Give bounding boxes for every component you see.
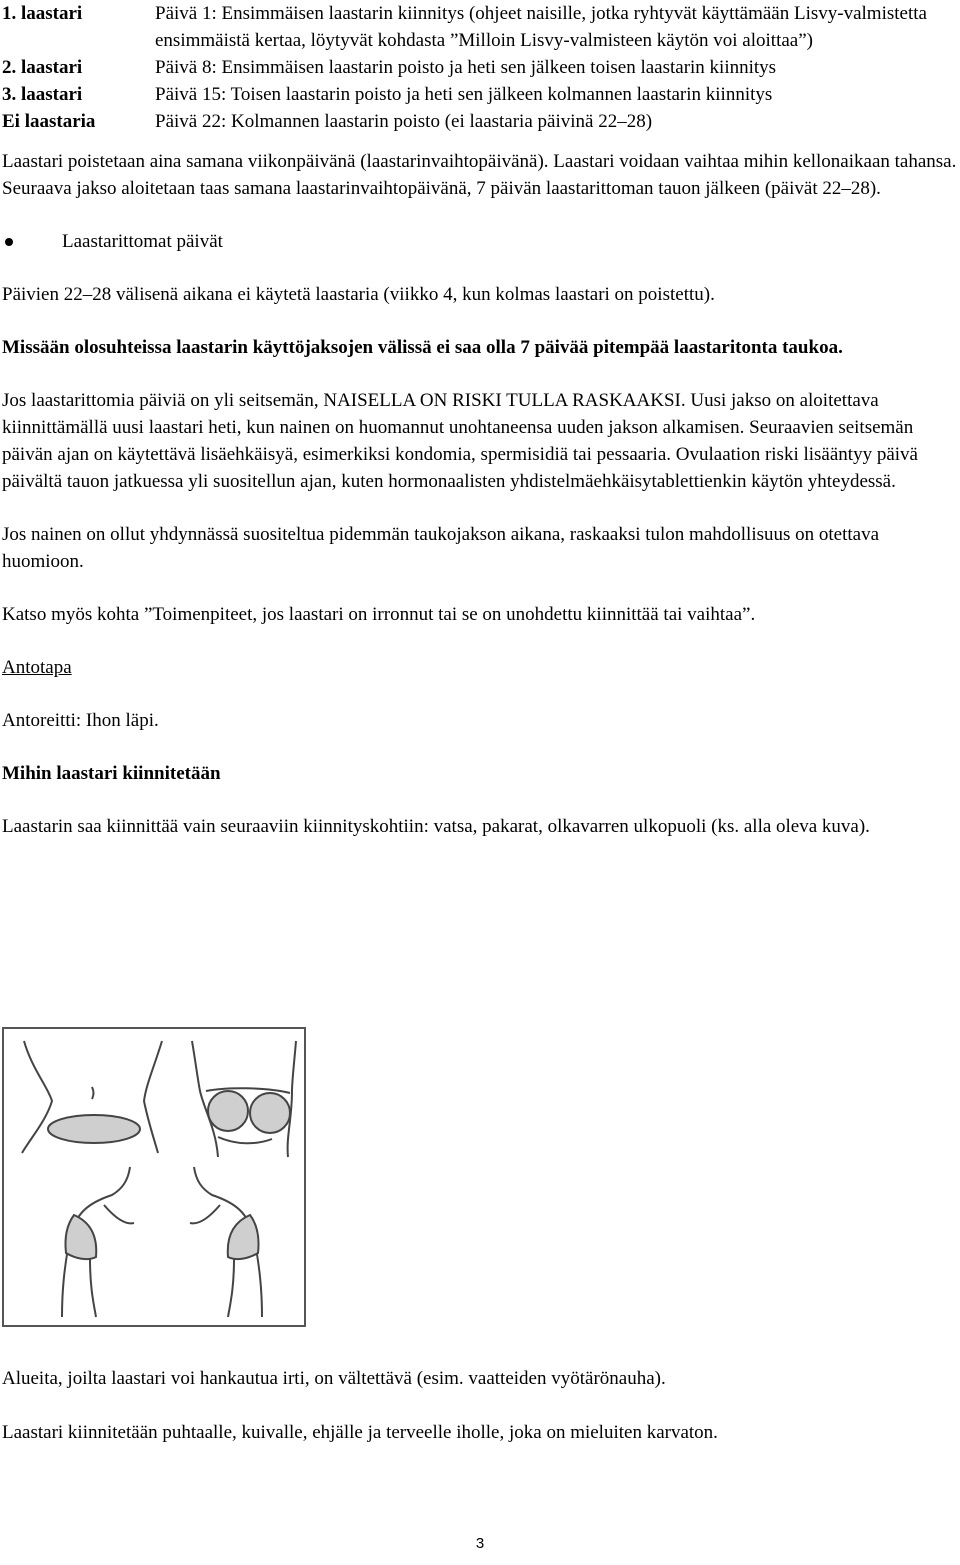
change-day-paragraph: Laastari poistetaan aina samana viikonpäivänä (laastarinvaihtopäivänä). Laastari voidaan vaihtaa mihin kellonaikaan tahansa. Seuraava jakso aloitetaan taas samana laastarinvaihtopäivänä, 7 päivän laastarittoman tauon jälkeen (päivät 22‒28).: [2, 151, 957, 199]
route-paragraph: Antoreitti: Ihon läpi.: [2, 710, 159, 731]
risk-paragraph: Jos laastarittomia päiviä on yli seitsemän, NAISELLA ON RISKI TULLA RASKAAKSI. Uusi jakso on aloitettava kiinnittämällä uusi laastari heti, kun nainen on huomannut unohtaneensa uuden jakson alkamisen. Seuraavien seitsemän päivän ajan on käytettävä lisäehkäisyä, esimerkiksi kondomia, spermisidiä tai pessaaria. Ovulaation riski lisääntyy päivä päivältä tauon jatkuessa yli suositellun ajan, kuten hormonaalisten yhdistelmäehkäisytablettienkin käytön yhteydessä.: [2, 390, 918, 492]
left-upper-arm-patch-area: [65, 1215, 96, 1259]
left-buttock-patch-area: [208, 1091, 248, 1131]
schedule-term: Ei laastaria: [2, 111, 96, 132]
page-number: 3: [475, 1535, 485, 1552]
application-site-heading: Mihin laastari kiinnitetään: [2, 763, 221, 784]
schedule-description: Päivä 22: Kolmannen laastarin poisto (ei laastaria päivinä 22‒28): [155, 111, 653, 132]
patch-free-paragraph: Päivien 22‒28 välisenä aikana ei käytetä laastaria (viikko 4, kun kolmas laastari on poistettu).: [2, 284, 715, 305]
administration-heading: Antotapa: [2, 657, 72, 678]
right-upper-arm-patch-area: [228, 1215, 259, 1259]
schedule-row: [2, 54, 955, 81]
document-page: [2, 0, 958, 840]
bullet-item: [5, 228, 958, 255]
schedule-description: Päivä 1: Ensimmäisen laastarin kiinnitys (ohjeet naisille, jotka ryhtyvät käyttämään Lisvy-valmistetta ensimmäistä kertaa, löytyvät kohdasta ”Milloin Lisvy-valmisteen käytön voi aloittaa”): [155, 3, 927, 51]
schedule-row: [2, 0, 955, 54]
schedule-term: 1. laastari: [2, 3, 83, 24]
intercourse-paragraph: Jos nainen on ollut yhdynnässä suositeltua pidemmän taukojakson aikana, raskaaksi tulon mahdollisuus on otettava huomioon.: [2, 524, 880, 572]
sites-paragraph: Laastarin saa kiinnittää vain seuraaviin kiinnityskohtiin: vatsa, pakarat, olkavarren ulkopuoli (ks. alla oleva kuva).: [2, 816, 870, 837]
right-buttock-patch-area: [250, 1093, 290, 1133]
patch-schedule-table: [2, 0, 955, 135]
skin-paragraph: Laastari kiinnitetään puhtaalle, kuivalle, ehjälle ja terveelle iholle, joka on mieluiten karvaton.: [2, 1422, 718, 1443]
abdomen-patch-area: [48, 1115, 140, 1143]
schedule-description: Päivä 15: Toisen laastarin poisto ja heti sen jälkeen kolmannen laastarin kiinnitys: [155, 84, 773, 105]
application-sites-figure: [2, 1027, 306, 1327]
schedule-term: 2. laastari: [2, 57, 83, 78]
see-also-paragraph: Katso myös kohta ”Toimenpiteet, jos laastari on irronnut tai se on unohdettu kiinnittää tai vaihtaa”.: [2, 604, 756, 625]
schedule-term: 3. laastari: [2, 84, 83, 105]
bullet-label: Laastarittomat päivät: [62, 231, 223, 252]
bullet-dot-icon: [5, 238, 13, 246]
schedule-row: [2, 108, 955, 135]
avoid-areas-paragraph: Alueita, joilta laastari voi hankautua irti, on vältettävä (esim. vaatteiden vyötärönauha).: [2, 1368, 666, 1389]
warning-paragraph: Missään olosuhteissa laastarin käyttöjaksojen välissä ei saa olla 7 päivää pitempää laastaritonta taukoa.: [2, 337, 843, 358]
schedule-row: [2, 81, 955, 108]
schedule-description: Päivä 8: Ensimmäisen laastarin poisto ja heti sen jälkeen toisen laastarin kiinnitys: [155, 57, 777, 78]
application-sites-illustration: [4, 1029, 304, 1325]
